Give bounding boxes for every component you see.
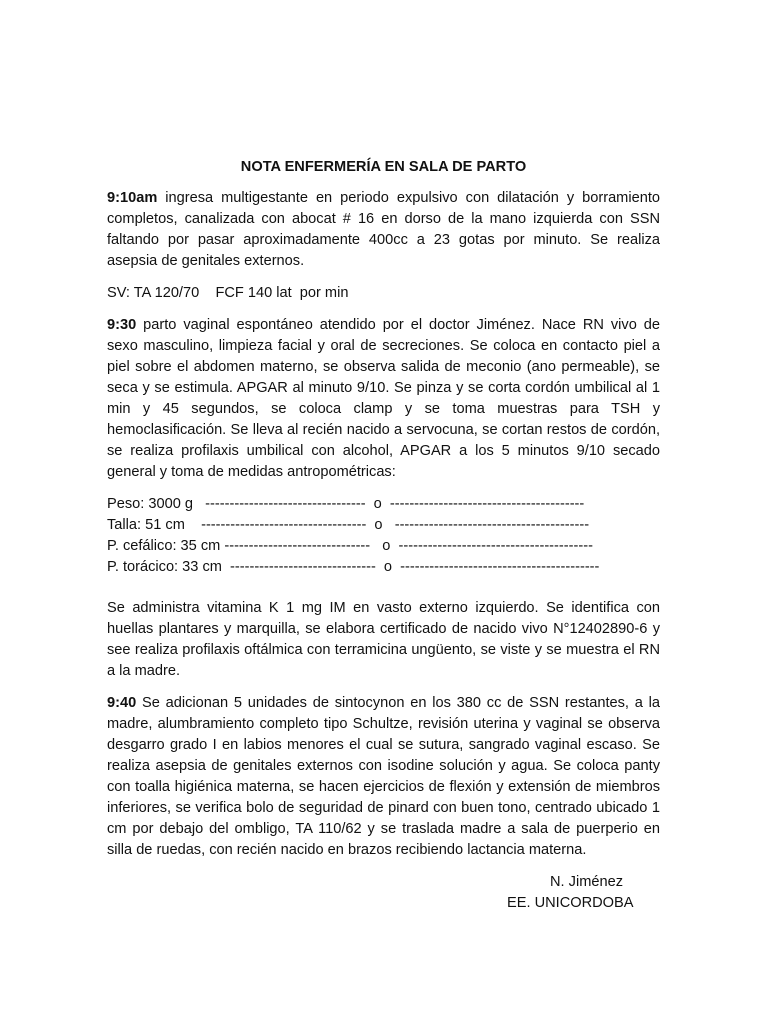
entry-time: 9:40 xyxy=(107,695,137,711)
measure-height: Talla: 51 cm ---------------------------------- o ---------------------------------------- xyxy=(107,517,590,533)
entry-930 xyxy=(107,315,660,483)
vital-signs: SV: TA 120/70 FCF 140 lat por min xyxy=(107,285,349,301)
measure-head: P. cefálico: 35 cm ------------------------------ o ---------------------------------------- xyxy=(107,538,593,554)
entry-940 xyxy=(107,693,660,861)
measure-weight: Peso: 3000 g --------------------------------- o ---------------------------------------- xyxy=(107,496,585,512)
entry-text: ingresa multigestante en periodo expulsivo con dilatación y borramiento completos, canalizada con abocat # 16 en dorso de la mano izquierda con SSN faltando por pasar aproximadamente 400cc a 23 gotas por minuto. Se realiza asepsia de genitales externos. xyxy=(107,190,660,269)
vitamin-paragraph: Se administra vitamina K 1 mg IM en vasto externo izquierdo. Se identifica con huellas plantares y marquilla, se elabora certificado de nacido vivo N°12402890-6 y see realiza profilaxis oftálmica con terramicina ungüento, se viste y se muestra el RN a la madre. xyxy=(107,600,660,679)
entry-text: parto vaginal espontáneo atendido por el doctor Jiménez. Nace RN vivo de sexo masculino, limpieza facial y oral de secreciones. Se coloca en contacto piel a piel sobre el abdomen materno, se observa salida de meconio (ano permeable), se seca y se estimula. APGAR al minuto 9/10. Se pinza y se corta cordón umbilical al 1 min y 45 segundos, se coloca clamp y se toma muestras para TSH y hemoclasificación. Se lleva al recién nacido a servocuna, se cortan restos de cordón, se realiza profilaxis umbilical con alcohol, APGAR a los 5 minutos 9/10 secado general y toma de medidas antropométricas: xyxy=(107,317,660,480)
entry-910 xyxy=(107,188,660,272)
entry-time: 9:30 xyxy=(107,317,137,333)
signature-institution: EE. UNICORDOBA xyxy=(507,895,634,911)
signature-block xyxy=(107,872,660,916)
anthropometric-measures xyxy=(107,494,660,578)
entry-time: 9:10am xyxy=(107,190,158,206)
document-title: NOTA ENFERMERÍA EN SALA DE PARTO xyxy=(240,159,527,175)
measure-chest: P. torácico: 33 cm ------------------------------ o ----------------------------------------- xyxy=(107,559,600,575)
signature-name: N. Jiménez xyxy=(550,874,623,890)
entry-text: Se adicionan 5 unidades de sintocynon en los 380 cc de SSN restantes, a la madre, alumbramiento completo tipo Schultze, revisión uterina y vaginal se observa desgarro grado I en labios menores el cual se sutura, sangrado vaginal escaso. Se realiza asepsia de genitales externos con isodine solución y agua. Se coloca panty con toalla higiénica materna, se hacen ejercicios de flexión y extensión de miembros inferiores, se verifica bolo de seguridad de pinard con buen tono, centrado ubicado 1 cm por debajo del ombligo, TA 110/62 y se traslada madre a sala de puerperio en silla de ruedas, con recién nacido en brazos recibiendo lactancia materna. xyxy=(107,695,660,858)
document-page xyxy=(107,157,660,916)
